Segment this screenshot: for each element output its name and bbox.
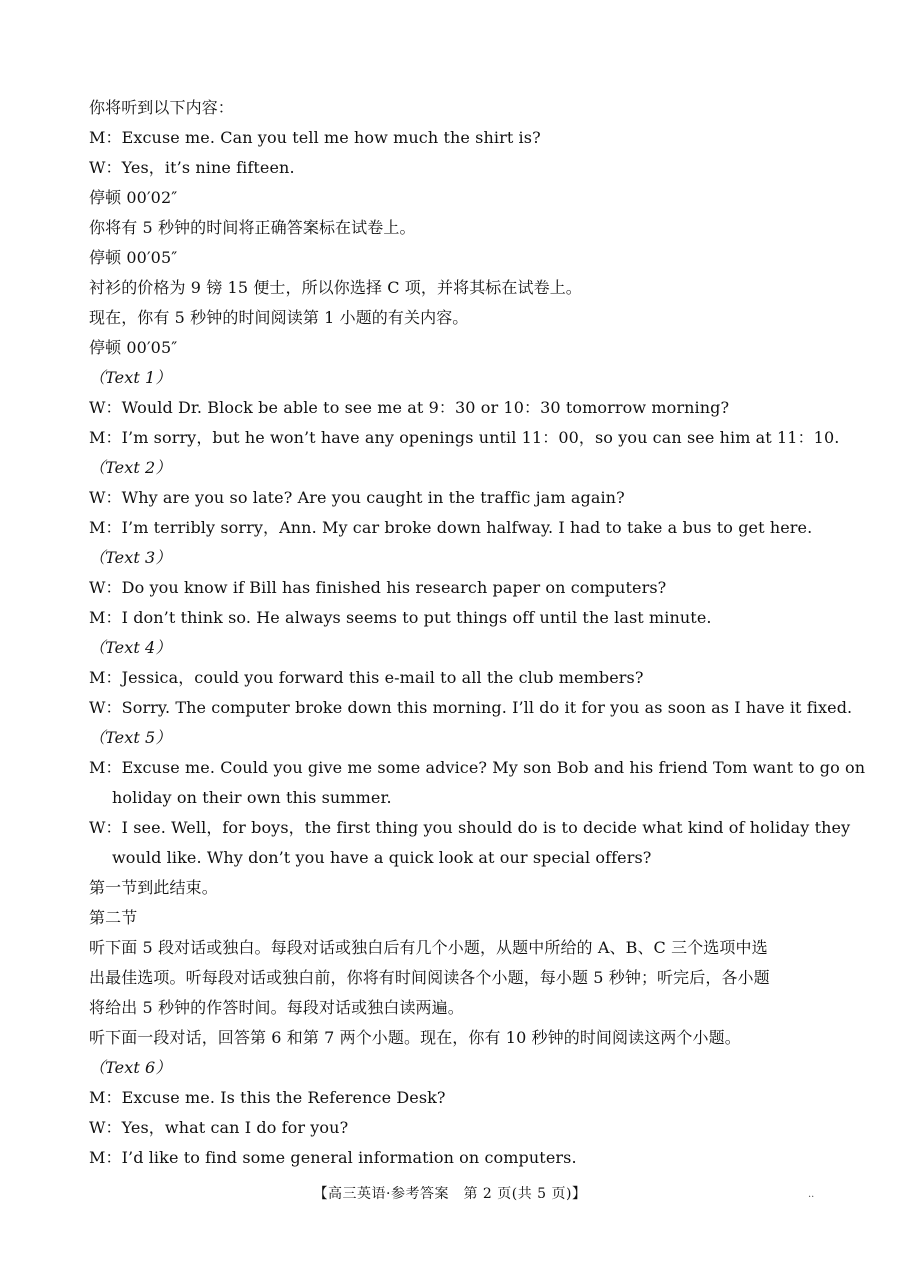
instruction-line: 衬衫的价格为 9 镑 15 便士，所以你选择 C 项，并将其标在试卷上。 [89,278,582,297]
text-label: （Text 2） [89,458,172,477]
text-label: （Text 6） [89,1058,172,1077]
dialogue-line: M：I’m sorry，but he won’t have any openings until 11：00，so you can see him at 11：10. [89,428,840,447]
instruction-line: 将给出 5 秒钟的作答时间。每段对话或独白读两遍。 [89,998,464,1017]
dialogue-line: W：Sorry. The computer broke down this morning. I’ll do it for you as soon as I have it fixed. [89,698,853,717]
instruction-line: 出最佳选项。听每段对话或独白前，你将有时间阅读各个小题，每小题 5 秒钟；听完后，各小题 [89,968,770,987]
text-label: （Text 5） [89,728,172,747]
text-label: （Text 1） [89,368,172,387]
dialogue-line: W：Yes，what can I do for you? [89,1118,349,1137]
dialogue-line: W：Yes，it’s nine fifteen. [89,158,295,177]
page-footer: 【高三英语·参考答案 第 2 页(共 5 页)】 [313,1186,587,1202]
dialogue-line: M：I’m terribly sorry，Ann. My car broke down halfway. I had to take a bus to get here. [89,518,813,537]
section-heading: 第二节 [89,908,138,927]
dialogue-line: M：Excuse me. Is this the Reference Desk? [89,1088,446,1107]
dialogue-line: M：I don’t think so. He always seems to put things off until the last minute. [89,608,712,627]
instruction-line: 听下面一段对话，回答第 6 和第 7 两个小题。现在，你有 10 秒钟的时间阅读这两个小题。 [89,1028,741,1047]
dialogue-line: M：I’d like to find some general information on computers. [89,1148,577,1167]
dialogue-line: M：Excuse me. Can you tell me how much the shirt is? [89,128,541,147]
pause-line: 停顿 00′05″ [89,248,178,267]
text-label: （Text 4） [89,638,172,657]
dialogue-line-continued: holiday on their own this summer. [112,788,392,807]
dialogue-line-continued: would like. Why don’t you have a quick look at our special offers? [112,848,652,867]
dialogue-line: M：Jessica，could you forward this e-mail to all the club members? [89,668,644,687]
intro-line: 你将听到以下内容： [89,98,234,117]
dialogue-line: W：Do you know if Bill has finished his research paper on computers? [89,578,667,597]
pause-line: 停顿 00′02″ [89,188,178,207]
dialogue-line: M：Excuse me. Could you give me some advice? My son Bob and his friend Tom want to go on [89,758,866,777]
text-label: （Text 3） [89,548,172,567]
instruction-line: 听下面 5 段对话或独白。每段对话或独白后有几个小题，从题中所给的 A、B、C 三个选项中选 [89,938,768,957]
dialogue-line: W：Why are you so late? Are you caught in the traffic jam again? [89,488,625,507]
instruction-line: 现在，你有 5 秒钟的时间阅读第 1 小题的有关内容。 [89,308,469,327]
section-end-line: 第一节到此结束。 [89,878,218,897]
dialogue-line: W：Would Dr. Block be able to see me at 9：30 or 10：30 tomorrow morning? [89,398,730,417]
corner-mark: ·· [808,1192,815,1203]
instruction-line: 你将有 5 秒钟的时间将正确答案标在试卷上。 [89,218,416,237]
pause-line: 停顿 00′05″ [89,338,178,357]
dialogue-line: W：I see. Well，for boys，the first thing you should do is to decide what kind of holiday they [89,818,851,837]
